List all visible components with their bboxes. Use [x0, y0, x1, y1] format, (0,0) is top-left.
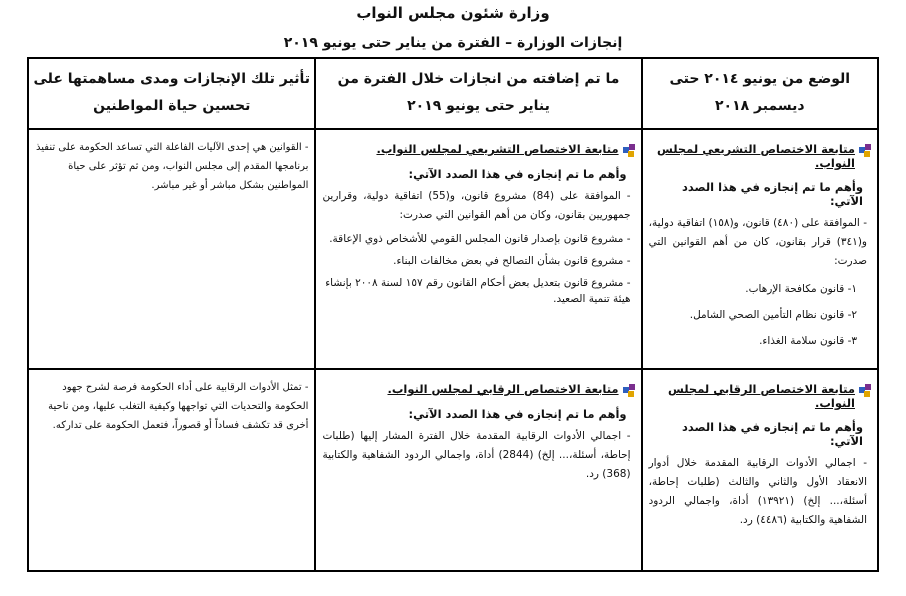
cell-oversight-2019: [315, 369, 641, 571]
list-item: - مشروع قانون بإصدار قانون المجلس القومي للأشخاص ذوي الإعاقة.: [329, 232, 631, 245]
cell-legislative-impact: [28, 129, 315, 369]
bullet-icon: [623, 144, 635, 157]
bullet-icon: [859, 384, 871, 397]
section-title: متابعة الاختصاص التشريعي لمجلس النواب.: [376, 141, 619, 156]
section-paragraph: - الموافقة على (84) مشروع قانون، و(55) اتفاقية دولية، وقرارين جمهوريين بقانون، وكان من أهم القوانين التي صدرت:: [322, 189, 631, 221]
section-subtitle: وأهم ما تم إنجازه في هذا الصدد الآتي:: [408, 166, 627, 181]
achievements-table: [27, 57, 879, 572]
cell-oversight-2014-2018: [642, 369, 878, 571]
section-paragraph: - الموافقة على (٤٨٠) قانون، و(١٥٨) اتفاقية دولية، و(٣٤١) قرار بقانون، كان من أهم القوانين التي صدرت:: [648, 216, 867, 267]
section-subtitle: وأهم ما تم إنجازه في هذا الصدد الآتي:: [681, 420, 863, 449]
cell-oversight-impact: [28, 369, 315, 571]
section-title: متابعة الاختصاص الرقابي لمجلس النواب.: [667, 382, 855, 411]
impact-text: - تمثل الأدوات الرقابية على أداء الحكومة فرصة لشرح جهود الحكومة والتحديات التي تواجهها وكيفية التغلب عليها، ومن ناحية أخرى قد تكشف فساداً أو قصوراً، فتعمل الحكومة على تداركه.: [48, 382, 309, 432]
section-paragraph: - اجمالي الأدوات الرقابية المقدمة خلال أدوار الانعقاد الأول والثاني والثالث (طلبات إحاطة، أسئلة،... إلخ) (١٣٩٢١) أداة، واجمالي الردود الشفاهية والكتابية (٤٤٨٦) رد.: [648, 457, 867, 527]
header-impact: تأثير تلك الإنجازات ومدى مساهمتها على تحسين حياة المواطنين: [28, 58, 315, 129]
cell-legislative-2019: [315, 129, 641, 369]
section-subtitle: وأهم ما تم إنجازه في هذا الصدد الآتي:: [681, 179, 863, 208]
section-title: متابعة الاختصاص التشريعي لمجلس النواب.: [656, 141, 855, 170]
cell-legislative-2014-2018: [642, 129, 878, 369]
table-row: [28, 129, 878, 369]
section-paragraph: - اجمالي الأدوات الرقابية المقدمة خلال الفترة المشار إليها (طلبات إحاطة، أسئلة،... إلخ) (2844) أداة، واجمالي الردود الشفاهية والكتابية (368) رد.: [322, 430, 631, 481]
list-item: ٣- قانون سلامة الغذاء.: [759, 334, 857, 347]
list-item: ١- قانون مكافحة الإرهاب.: [745, 282, 857, 295]
bullet-icon: [859, 144, 871, 157]
page-title: وزارة شئون مجلس النواب: [356, 4, 550, 22]
impact-text: - القوانين هي إحدى الآليات الفاعلة التي تساعد الحكومة على تنفيذ برنامجها المقدم إلى مجلس النواب، ومن ثم تؤثر على حياة المواطنين بشكل مباشر أو غير مباشر.: [36, 141, 309, 191]
header-additions-2019: ما تم إضافته من انجازات خلال الفترة من يناير حتى يونيو ٢٠١٩: [315, 58, 641, 129]
table-row: [28, 369, 878, 571]
list-item: - مشروع قانون بتعديل بعض أحكام القانون رقم ١٥٧ لسنة ٢٠٠٨ بإنشاء هيئة تنمية الصعيد.: [325, 276, 631, 305]
section-title: متابعة الاختصاص الرقابي لمجلس النواب.: [387, 382, 619, 397]
list-item: ٢- قانون نظام التأمين الصحي الشامل.: [689, 308, 857, 321]
list-item: - مشروع قانون بشأن التصالح في بعض مخالفات البناء.: [393, 254, 631, 267]
header-status-2014-2018: الوضع من يونيو ٢٠١٤ حتى ديسمبر ٢٠١٨: [642, 58, 878, 129]
bullet-icon: [623, 384, 635, 397]
header-row: [28, 58, 878, 129]
section-subtitle: وأهم ما تم إنجازه في هذا الصدد الآتي:: [408, 407, 627, 422]
page-subtitle: إنجازات الوزارة – الفترة من يناير حتى يونيو ٢٠١٩: [283, 35, 623, 51]
